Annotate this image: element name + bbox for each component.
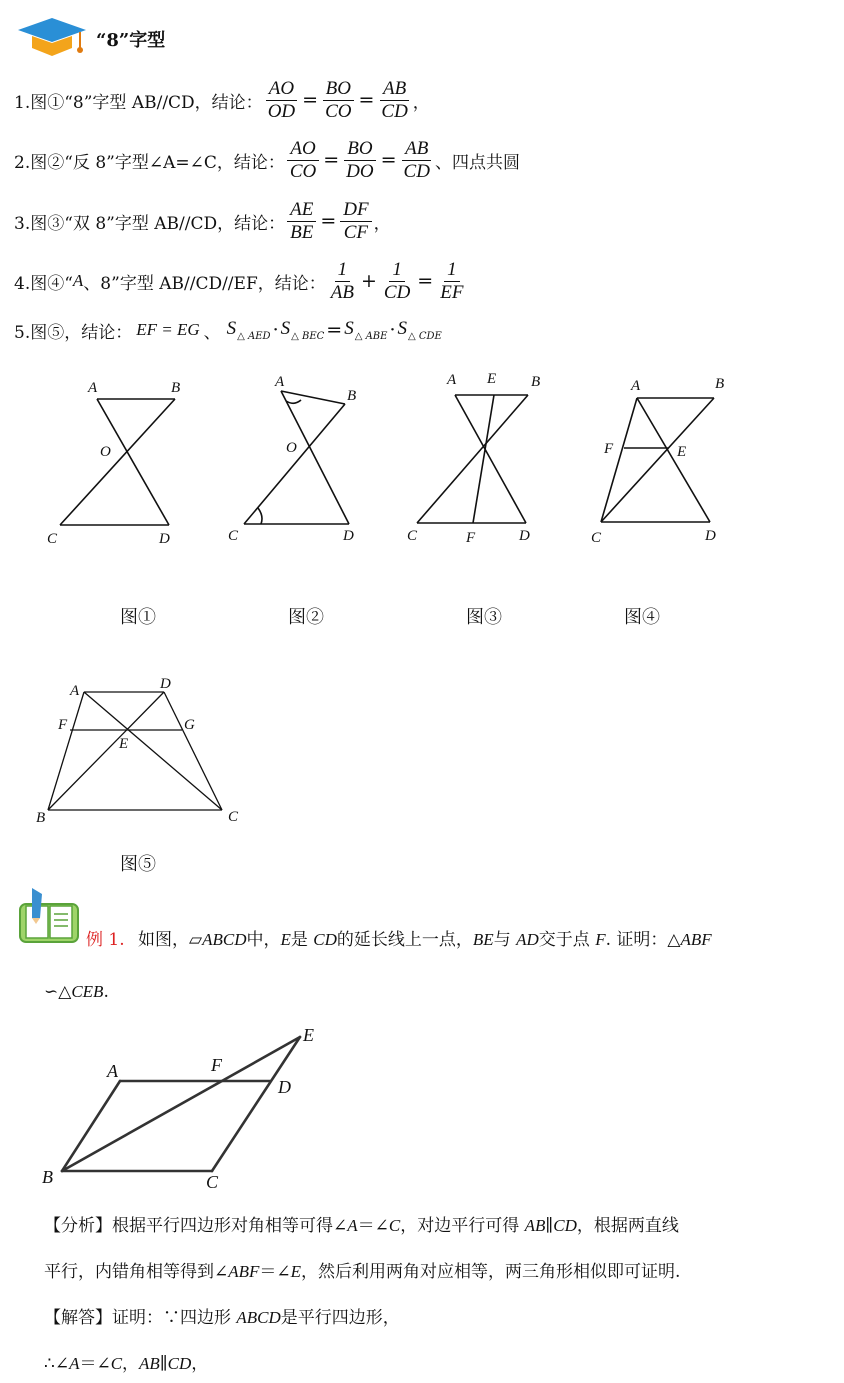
conclusion-5: 5.图⑤，结论： EF = EG 、 $S_{\triangle AED}$ · $S_{\triangle BEC}$ = $S_{\triangle ABE}$ · $S_{\triangle CDE}$ bbox=[14, 318, 442, 343]
fraction: $\frac{DF}{CF}$ bbox=[340, 199, 371, 244]
analysis-line-2: 平行，内错角相等得到∠ABF＝∠E，然后利用两角对应相等，两三角形相似即可证明. bbox=[44, 1262, 681, 1282]
conclusion-1: 1.图①“8”字型 AB//CD，结论： $\frac{AO}{OD}$ = $\frac{BO}{CO}$ = $\frac{AB}{CD}$ ， bbox=[14, 77, 430, 122]
section-title: “8”字型 bbox=[96, 30, 166, 51]
figure-4 bbox=[580, 370, 740, 550]
figure-3 bbox=[400, 370, 560, 550]
conclusion-4: 4.图④“ A 、8”字型 AB//CD//EF，结论： $\frac{1}{AB}$ + $\frac{1}{CD}$ = $\frac{1}{EF}$ bbox=[14, 255, 468, 307]
figure-1 bbox=[40, 370, 190, 550]
label-e: E bbox=[487, 371, 497, 387]
figure-2 bbox=[220, 370, 370, 550]
figure-5 bbox=[30, 668, 250, 833]
graduation-cap-icon bbox=[14, 14, 88, 60]
label-b: B bbox=[171, 380, 181, 396]
label-g: G bbox=[184, 717, 195, 733]
label-a: A bbox=[275, 374, 285, 390]
label-c: C bbox=[206, 1172, 219, 1192]
label-a: A bbox=[447, 372, 457, 388]
fraction: $\frac{AO}{CO}$ bbox=[287, 138, 319, 183]
fraction: $\frac{AB}{CD}$ bbox=[403, 137, 430, 182]
label-c: C bbox=[228, 528, 239, 544]
figure-4-caption: 图④ bbox=[624, 607, 660, 628]
figure-3-caption: 图③ bbox=[466, 607, 502, 628]
solution-line-1: 【解答】证明：∵四边形 ABCD是平行四边形， bbox=[44, 1308, 400, 1328]
solution-line-2: ∴∠A＝∠C，AB∥CD， bbox=[44, 1354, 209, 1374]
label-f: F bbox=[58, 717, 68, 733]
example-label: 例 1. bbox=[86, 930, 125, 950]
label-d: D bbox=[705, 528, 716, 544]
analysis-line-1: 【分析】根据平行四边形对角相等可得∠A＝∠C，对边平行可得 AB∥CD，根据两直线 bbox=[44, 1216, 679, 1236]
fraction: $\frac{BO}{DO}$ bbox=[346, 137, 374, 182]
label-o: O bbox=[100, 444, 111, 460]
label-f: F bbox=[466, 530, 476, 546]
label-b: B bbox=[36, 810, 46, 826]
figure-2-caption: 图② bbox=[288, 607, 324, 628]
label-d: D bbox=[278, 1077, 291, 1097]
label-b: B bbox=[715, 376, 725, 392]
label-c: C bbox=[47, 531, 58, 547]
fraction: $\frac{1}{EF}$ bbox=[440, 258, 464, 303]
label-a: A bbox=[107, 1061, 118, 1081]
fraction: $\frac{1}{CD}$ bbox=[383, 258, 411, 303]
label-d: D bbox=[159, 531, 170, 547]
book-pencil-icon bbox=[16, 886, 82, 946]
conclusion-1-text: 1.图①“8”字型 AB//CD，结论： bbox=[14, 92, 263, 113]
figure-5-caption: 图⑤ bbox=[120, 854, 156, 875]
figure-1-caption: 图① bbox=[120, 607, 156, 628]
fraction: $\frac{AO}{OD}$ bbox=[267, 77, 296, 122]
label-c: C bbox=[591, 530, 602, 546]
fraction: $\frac{AE}{BE}$ bbox=[287, 199, 316, 244]
fraction: $\frac{AB}{CD}$ bbox=[381, 77, 408, 122]
conclusion-2-text: 2.图②“反 8”字型∠A=∠C，结论： bbox=[14, 152, 285, 173]
label-a: A bbox=[70, 683, 80, 699]
label-b: B bbox=[42, 1167, 53, 1187]
conclusion-2: 2.图②“反 8”字型∠A=∠C，结论： $\frac{AO}{CO}$ = $\frac{BO}{DO}$ = $\frac{AB}{CD}$ 、四点共圆 bbox=[14, 137, 520, 182]
label-b: B bbox=[531, 374, 541, 390]
label-e: E bbox=[303, 1025, 314, 1045]
label-d: D bbox=[519, 528, 530, 544]
label-d: D bbox=[343, 528, 354, 544]
label-d: D bbox=[160, 676, 171, 692]
label-f: F bbox=[211, 1055, 222, 1075]
label-c: C bbox=[228, 809, 239, 825]
fraction: $\frac{1}{AB}$ bbox=[330, 258, 354, 303]
label-e: E bbox=[677, 444, 687, 460]
fraction: $\frac{BO}{CO}$ bbox=[322, 78, 354, 123]
conclusion-3-text: 3.图③“双 8”字型 AB//CD，结论： bbox=[14, 213, 286, 234]
label-e: E bbox=[119, 736, 129, 752]
conclusion-3: 3.图③“双 8”字型 AB//CD，结论： $\frac{AE}{BE}$ = $\frac{DF}{CF}$ ， bbox=[14, 198, 391, 243]
figure-6 bbox=[38, 1022, 328, 1192]
label-a: A bbox=[631, 378, 641, 394]
label-a: A bbox=[88, 380, 98, 396]
label-f: F bbox=[604, 441, 614, 457]
label-c: C bbox=[407, 528, 418, 544]
label-b: B bbox=[347, 388, 357, 404]
label-o: O bbox=[286, 440, 297, 456]
example-1-line2: ∽△CEB. bbox=[44, 982, 109, 1002]
example-1: 例 1. 如图，▱ABCD中，E是 CD的延长线上一点，BE与 AD交于点 F. 证明：△ABF bbox=[86, 930, 712, 950]
